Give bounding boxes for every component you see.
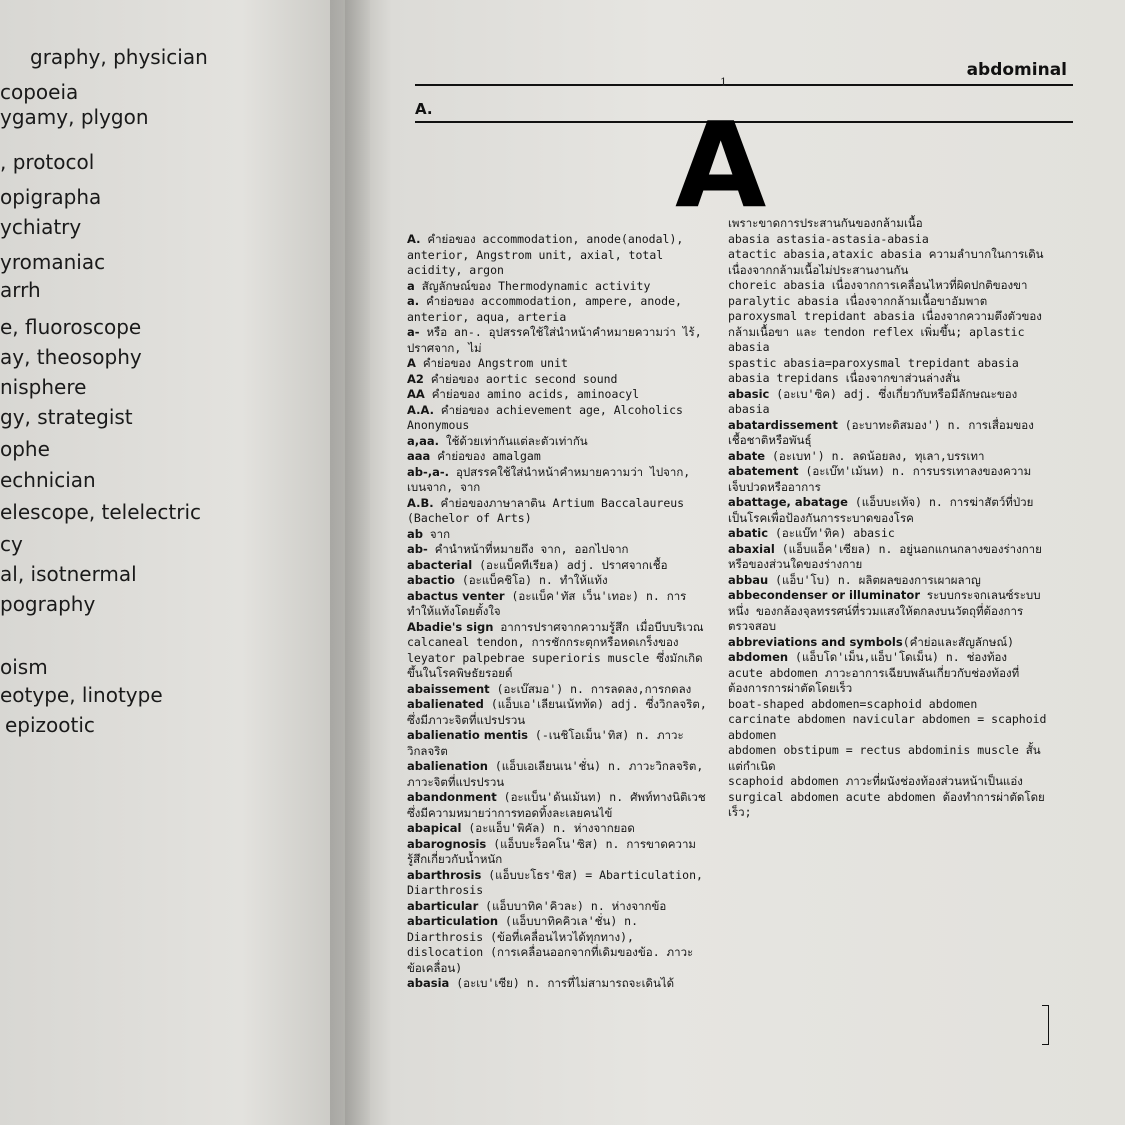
- dictionary-entry: [407, 589, 707, 620]
- entry-definition: อุปสรรคใช้ใส่นำหน้าคำหมายความว่า ไปจาก, เบนจาก, จาก: [407, 464, 691, 494]
- entry-headword: abattage, abatage: [728, 495, 848, 509]
- entry-definition: (แอ็บบาทิค'คิวละ) n. ห่างจากข้อ: [478, 898, 667, 913]
- entry-headword: abarthrosis: [407, 867, 482, 882]
- dictionary-entry: [728, 790, 1048, 821]
- dictionary-entry: [728, 418, 1048, 449]
- entry-definition: carcinate abdomen navicular abdomen = scaphoid abdomen: [728, 712, 1047, 742]
- entry-definition: (อะเบ'เซีย) n. การที่ไม่สามารถจะเดินได้: [449, 976, 675, 990]
- entry-definition: คำนำหน้าที่หมายถึง จาก, ออกไปจาก: [427, 542, 629, 556]
- dictionary-entry: [728, 743, 1048, 774]
- entry-definition: คำย่อของภาษาลาติน Artium Baccalaureus (Bachelor of Arts): [407, 495, 685, 525]
- entry-definition: abasia trepidans เนื่องจากขาส่วนล่างสั่น: [728, 371, 960, 385]
- entry-headword: aaa: [407, 449, 431, 463]
- entry-definition: จาก: [423, 526, 451, 541]
- left-page-fragment: cy: [0, 532, 23, 556]
- entry-definition: atactic abasia,ataxic abasia ความลำบากในการเดินเนื่องจากกล้ามเนื้อไม่ประสานงานกัน: [728, 247, 1044, 277]
- left-page-fragment: ygamy, plygon: [0, 105, 149, 129]
- entry-definition: (แอ็บบาทิคคิวเล'ชั่น) n. Diarthrosis (ข้อที่เคลื่อนไหวได้ทุกทาง), dislocation (การเคลื่อนออกจากที่เดิมของข้อ. ภาวะข้อเคลื่อน): [407, 914, 694, 975]
- dictionary-entry: [407, 465, 707, 496]
- entry-definition: scaphoid abdomen ภาวะที่ผนังช่องท้องส่วนหน้าเป็นแอ่ง: [728, 774, 1023, 788]
- entry-definition: คำย่อของ Angstrom unit: [415, 356, 568, 370]
- entry-definition: เพราะขาดการประสานกันของกล้ามเนื้อ: [728, 216, 923, 230]
- left-page-fragment: epizootic: [5, 713, 95, 737]
- entry-headword: ab-,a-.: [407, 464, 450, 479]
- entry-headword: abarticular: [407, 898, 479, 913]
- entry-definition: (แอ็บเอเลียนเน'ชั่น) n. ภาวะวิกลจริต, ภาวะจิตที่แปรปรวน: [407, 759, 704, 789]
- entry-definition: (อะเบ๊สมอ') n. การลดลง,การกดลง: [489, 681, 692, 696]
- entry-headword: abaxial: [728, 541, 775, 556]
- entry-definition: (แอ็บโด'เม็น,แอ็บ'โดเม็น) n. ช่องท้อง: [788, 650, 1008, 664]
- dictionary-entry: [407, 403, 707, 434]
- entry-definition: (อะบาทะดิสมอง') n. การเสื่อมของเชื้อชาติหรือพันธุ์: [728, 417, 1034, 447]
- left-page-fragment: gy, strategist: [0, 405, 133, 429]
- entry-headword: abbecondenser or illuminator: [728, 588, 920, 602]
- left-page-fragment: copoeia: [0, 80, 79, 104]
- left-page-fragment: pography: [0, 592, 96, 616]
- dictionary-entry: [728, 356, 1048, 372]
- left-page-fragment: yromaniac: [0, 250, 106, 274]
- left-page-fragment: ophe: [0, 437, 50, 461]
- entry-definition: (คำย่อและสัญลักษณ์): [902, 634, 1015, 649]
- entry-headword: ab: [407, 526, 423, 541]
- entry-headword: A.A.: [407, 402, 434, 417]
- entry-definition: abasia astasia-astasia-abasia: [728, 231, 929, 246]
- entry-definition: boat-shaped abdomen=scaphoid abdomen: [728, 696, 978, 711]
- entry-headword: abacterial: [407, 557, 473, 572]
- entry-definition: (อะแบ็คทีเรียล) adj. ปราศจากเชื้อ: [472, 557, 668, 572]
- left-page-fragment: , protocol: [0, 150, 95, 174]
- dictionary-entry: [407, 542, 707, 558]
- left-page-fragment: nisphere: [0, 375, 87, 399]
- entry-headword: abarognosis: [407, 836, 487, 851]
- dictionary-entry: [728, 232, 1048, 248]
- dictionary-entry: [407, 821, 707, 837]
- entry-headword: abactus venter: [407, 588, 505, 603]
- entry-definition: ใช้ด้วยเท่ากันแต่ละตัวเท่ากัน: [439, 433, 588, 448]
- dictionary-entry: [728, 449, 1048, 465]
- entry-definition: คำย่อของ accommodation, ampere, anode, anterior, aqua, arteria: [407, 294, 682, 324]
- entry-definition: (อะเบ๊ท'เม้นท) n. การบรรเทาลงของความเจ็บปวดหรืออาการ: [728, 464, 1032, 494]
- dictionary-entry: [407, 914, 707, 976]
- entry-definition: (อะเบ'ซิค) adj. ซึ่งเกี่ยวกับหรือมีลักษณะของ abasia: [728, 386, 1018, 416]
- entry-definition: paralytic abasia เนื่องจากกล้ามเนื้อขาอัมพาต: [728, 293, 988, 308]
- running-header: abdominal: [966, 60, 1067, 80]
- dictionary-entry: [407, 759, 707, 790]
- left-page-fragment: al, isotnermal: [0, 562, 137, 586]
- entry-headword: A.: [407, 232, 421, 246]
- dictionary-entry: [728, 387, 1048, 418]
- dictionary-entry: [407, 372, 707, 388]
- entry-headword: ab-: [407, 542, 428, 556]
- dictionary-entry: [407, 837, 707, 868]
- entry-definition: surgical abdomen acute abdomen ต้องทำการผ่าตัดโดยเร็ว;: [728, 789, 1045, 819]
- entry-headword: Abadie's sign: [407, 619, 494, 634]
- page-number: 1: [720, 76, 727, 89]
- dictionary-entry: [407, 558, 707, 574]
- header-rule: [415, 84, 1073, 86]
- dictionary-entry: [728, 697, 1048, 713]
- entry-headword: abaissement: [407, 681, 490, 696]
- entry-headword: a: [407, 278, 415, 293]
- entry-headword: a-: [407, 325, 420, 339]
- entry-definition: อาการปราศจากความรู้สึก เมื่อบีบบริเวณ calcaneal tendon, การชักกระตุกหรือหดเกร็งของ leyator palpebrae superioris muscle ซึ่งมักเกิดขึ้นในโรคพิษธัยรอยด์: [407, 619, 704, 680]
- entry-headword: abalienation: [407, 759, 488, 773]
- dictionary-entry: [407, 232, 707, 279]
- dictionary-entry: [728, 712, 1048, 743]
- dictionary-entry: [728, 294, 1048, 310]
- entry-headword: a,aa.: [407, 433, 440, 448]
- dictionary-column-left: [407, 232, 707, 992]
- entry-headword: abatement: [728, 464, 799, 478]
- entry-headword: A: [407, 356, 416, 370]
- entry-definition: spastic abasia=paroxysmal trepidant abasia: [728, 355, 1019, 370]
- entry-definition: (แอ็บบะโธร'ซิส) = Abarticulation, Diarthrosis: [407, 867, 703, 897]
- dictionary-entry: [407, 868, 707, 899]
- dictionary-entry: [407, 387, 707, 403]
- left-page-fragment: arrh: [0, 278, 41, 302]
- entry-definition: (แอ็บบะร็อคโน'ซิส) n. การขาดความรู้สึกเกี่ยวกับน้ำหนัก: [407, 836, 696, 866]
- entry-headword: abdomen: [728, 650, 789, 664]
- entry-definition: (-เนชิโอเม็น'ทิส) n. ภาวะวิกลจริต: [407, 728, 684, 758]
- left-page-fragment: graphy, physician: [30, 45, 208, 69]
- entry-headword: A2: [407, 371, 424, 386]
- entry-definition: หรือ an-. อุปสรรคใช้ใส่นำหน้าคำหมายความว่า ไร้, ปราศจาก, ไม่: [407, 325, 702, 355]
- entry-definition: (แอ็บบะเท้จ) n. การฆ่าสัตว์ที่ป่วยเป็นโรคเพื่อป้องกันการระบาดของโรค: [728, 495, 1034, 525]
- entry-definition: คำย่อของ amalgam: [430, 449, 541, 463]
- entry-headword: abasia: [407, 976, 450, 990]
- entry-definition: ระบบกระจกเลนซ์ระบบหนึ่ง ของกล้องจุลทรรศน์ที่รวมแสงให้ตกลงบนวัตถุที่ต้องการตรวจสอบ: [728, 588, 1041, 633]
- entry-headword: abasic: [728, 386, 770, 401]
- entry-headword: abatic: [728, 526, 769, 540]
- dictionary-entry: [728, 635, 1048, 651]
- dictionary-entry: [407, 573, 707, 589]
- left-page-fragment: oism: [0, 655, 48, 679]
- entry-headword: abalienatio mentis: [407, 728, 528, 742]
- entry-definition: (อะแบ็ค'ทัส เว็น'เทอะ) n. การทำให้แท้งโดยตั้งใจ: [407, 588, 687, 618]
- entry-headword: a.: [407, 294, 420, 308]
- entry-headword: abandonment: [407, 790, 497, 804]
- entry-definition: สัญลักษณ์ของ Thermodynamic activity: [414, 278, 651, 293]
- entry-headword: abarticulation: [407, 914, 499, 928]
- entry-headword: abatardissement: [728, 417, 838, 432]
- dictionary-entry: [407, 620, 707, 682]
- dictionary-entry: [407, 325, 707, 356]
- entry-definition: paroxysmal trepidant abasia เนื่องจากความตึงตัวของกล้ามเนื้อขา และ tendon reflex เพิ่มขึ้น; aplastic abasia: [728, 309, 1042, 354]
- dictionary-entry: [407, 449, 707, 465]
- entry-definition: choreic abasia เนื่องจากการเคลื่อนไหวที่ผิดปกติของขา: [728, 278, 1028, 292]
- entry-definition: (อะแบ๊ท'ทิค) abasic: [768, 526, 895, 540]
- book-spine-shadow: [330, 0, 370, 1125]
- right-page: [345, 0, 1125, 1125]
- dictionary-entry: [728, 247, 1048, 278]
- left-page-fragment: ay, theosophy: [0, 345, 142, 369]
- entry-definition: (อะแบ็น'ด้นเม้นท) n. ศัพท์ทางนิติเวช ซึ่งมีความหมายว่าการทอดทิ้งละเลยคนไข้: [407, 790, 706, 820]
- section-label: A.: [415, 100, 433, 118]
- dictionary-entry: [407, 697, 707, 728]
- dictionary-entry: [407, 976, 707, 992]
- dictionary-entry: [728, 495, 1048, 526]
- dictionary-entry: [407, 899, 707, 915]
- entry-headword: A.B.: [407, 495, 434, 510]
- dictionary-entry: [407, 728, 707, 759]
- entry-headword: abbreviations and symbols: [728, 634, 903, 649]
- entry-definition: (แอ็บแอ็ค'เซียล) n. อยู่นอกแกนกลางของร่างกายหรือของส่วนใดของร่างกาย: [728, 541, 1042, 571]
- left-page-fragment: e, fluoroscope: [0, 315, 142, 339]
- entry-headword: abalienated: [407, 697, 484, 711]
- dictionary-entry: [728, 666, 1048, 697]
- dictionary-entry: [728, 588, 1048, 635]
- dictionary-entry: [407, 434, 707, 450]
- dictionary-entry: [407, 682, 707, 698]
- entry-definition: คำย่อของ aortic second sound: [423, 371, 618, 386]
- dictionary-entry: [728, 774, 1048, 790]
- left-page-fragment: echnician: [0, 468, 96, 492]
- entry-definition: คำย่อของ accommodation, anode(anodal), anterior, Angstrom unit, axial, total acidity, argon: [407, 232, 684, 277]
- entry-definition: (แอ็บเอ'เลียนเน้ทท้ด) adj. ซึ่งวิกลจริต, ซึ่งมีภาวะจิตที่แปรปรวน: [407, 697, 707, 727]
- entry-definition: (อะแอ็บ'พิคัล) n. ห่างจากยอด: [461, 821, 635, 835]
- left-page-fragment: elescope, telelectric: [0, 500, 202, 524]
- dictionary-column-right: [728, 216, 1048, 821]
- dictionary-entry: [407, 279, 707, 295]
- dictionary-entry: [728, 278, 1048, 294]
- dictionary-entry: [728, 464, 1048, 495]
- entry-definition: คำย่อของ achievement age, Alcoholics Anonymous: [407, 402, 683, 432]
- dictionary-entry: [728, 371, 1048, 387]
- entry-definition: abdomen obstipum = rectus abdominis muscle สั้นแต่กำเนิด: [728, 743, 1041, 773]
- bracket-mark: [1042, 1005, 1049, 1045]
- entry-definition: acute abdomen ภาวะอาการเฉียบพลันเกี่ยวกับช่องท้องที่ต้องการการผ่าตัดโดยเร็ว: [728, 665, 1020, 695]
- dictionary-entry: [728, 309, 1048, 356]
- left-page-fragment: opigrapha: [0, 185, 102, 209]
- dictionary-entry: [407, 527, 707, 543]
- dictionary-entry: [728, 216, 1048, 232]
- dictionary-entry: [407, 790, 707, 821]
- entry-headword: abactio: [407, 573, 455, 587]
- entry-headword: AA: [407, 387, 425, 401]
- entry-definition: คำย่อของ amino acids, aminoacyl: [424, 387, 640, 401]
- dictionary-entry: [407, 356, 707, 372]
- entry-headword: abbau: [728, 572, 769, 587]
- dictionary-entry: [728, 573, 1048, 589]
- entry-definition: (อะแบ็คชิโอ) n. ทำให้แท้ง: [454, 573, 608, 587]
- dictionary-entry: [407, 294, 707, 325]
- entry-definition: (อะเบท') n. ลดน้อยลง, ทุเลา,บรรเทา: [765, 448, 985, 463]
- dictionary-entry: [728, 650, 1048, 666]
- entry-definition: (แอ็บ'โบ) n. ผลิตผลของการเผาผลาญ: [768, 572, 981, 587]
- dictionary-entry: [728, 526, 1048, 542]
- dictionary-entry: [407, 496, 707, 527]
- section-initial-letter: A: [675, 96, 767, 234]
- entry-headword: abapical: [407, 821, 462, 835]
- left-page-fragment: eotype, linotype: [0, 683, 163, 707]
- dictionary-entry: [728, 542, 1048, 573]
- entry-headword: abate: [728, 448, 766, 463]
- left-page-fragment: ychiatry: [0, 215, 82, 239]
- left-page: [0, 0, 345, 1125]
